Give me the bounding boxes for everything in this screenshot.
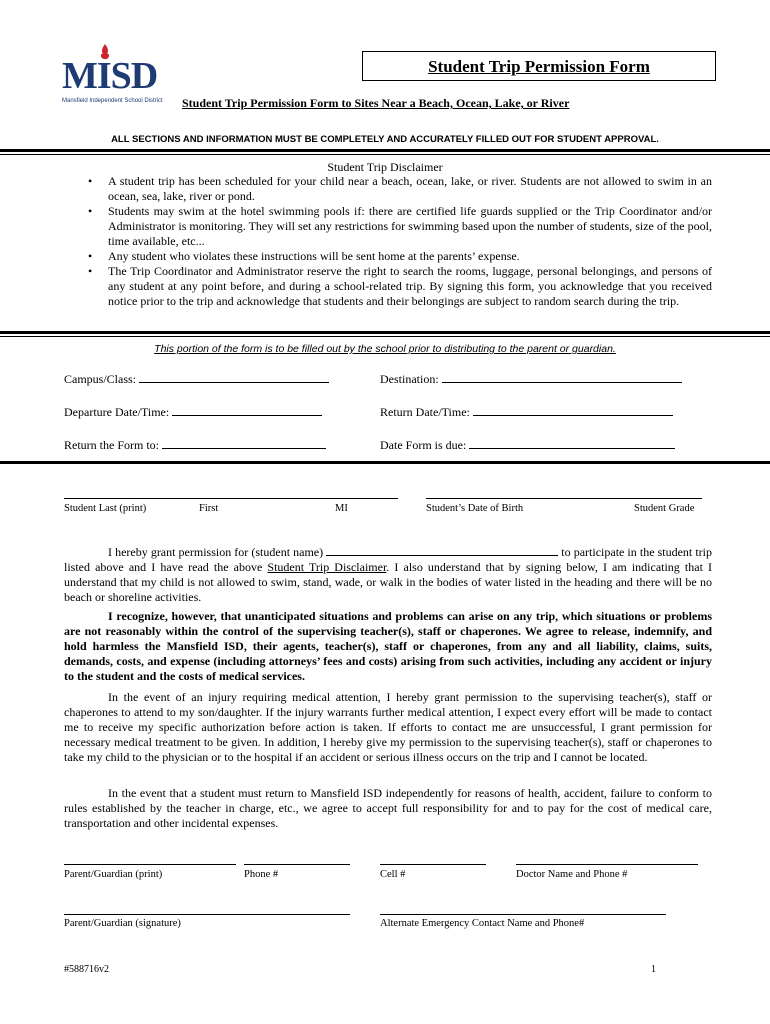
disclaimer-title: Student Trip Disclaimer bbox=[327, 160, 443, 174]
departure-field[interactable] bbox=[64, 403, 322, 420]
divider bbox=[0, 154, 770, 155]
misd-logo bbox=[62, 44, 163, 110]
list-item: • The Trip Coordinator and Administrator reserve the right to search the rooms, luggage, personal belongings, and persons of any student at any point before, and during a school-related trip. By signing this form, you acknowledge that you received notice prior to the trip and acknowledge that students and their belongings are subject to random search during the trip. bbox=[88, 264, 712, 308]
doctor-line[interactable] bbox=[516, 864, 698, 865]
return-date-field[interactable] bbox=[380, 403, 673, 420]
campus-class-line[interactable] bbox=[139, 370, 329, 383]
student-first-label: First bbox=[199, 503, 219, 514]
doctor-label: Doctor Name and Phone # bbox=[516, 869, 628, 880]
student-dob-grade-line[interactable] bbox=[426, 498, 702, 499]
return-form-label: Return the Form to: bbox=[64, 438, 159, 452]
phone-line[interactable] bbox=[244, 864, 350, 865]
form-subtitle: Student Trip Permission Form to Sites Near a Beach, Ocean, Lake, or River bbox=[182, 96, 570, 110]
student-grade-label: Student Grade bbox=[634, 503, 695, 514]
divider bbox=[0, 336, 770, 337]
student-dob-label: Student’s Date of Birth bbox=[426, 503, 524, 514]
student-name-blank[interactable] bbox=[326, 543, 558, 556]
permission-paragraph: I hereby grant permission for (student name) to participate in the student trip listed above and I have read the above Student Trip Disclaimer. I also understand that by signing below, I am indicating that I understand that my child is not allowed to swim, stand, wade, or walk in the bodies of water listed in the heading and there will be no beach or shoreline activities. bbox=[64, 545, 713, 604]
date-due-field[interactable] bbox=[380, 436, 675, 453]
return-form-field[interactable] bbox=[64, 436, 326, 453]
date-due-line[interactable] bbox=[469, 436, 675, 449]
return-date-label: Return Date/Time: bbox=[380, 405, 470, 419]
form-title: Student Trip Permission Form bbox=[362, 51, 716, 81]
departure-line[interactable] bbox=[172, 403, 322, 416]
return-date-line[interactable] bbox=[473, 403, 673, 416]
page-number: 1 bbox=[651, 964, 656, 975]
destination-line[interactable] bbox=[442, 370, 682, 383]
disclaimer-reference: Student Trip Disclaimer bbox=[267, 560, 387, 574]
student-last-label: Student Last (print) bbox=[64, 503, 147, 514]
date-due-label: Date Form is due: bbox=[380, 438, 467, 452]
departure-label: Departure Date/Time: bbox=[64, 405, 170, 419]
parent-signature-label: Parent/Guardian (signature) bbox=[64, 918, 181, 929]
phone-label: Phone # bbox=[244, 869, 279, 880]
alt-contact-line[interactable] bbox=[380, 914, 666, 915]
disclaimer-list bbox=[88, 174, 712, 309]
destination-field[interactable] bbox=[380, 370, 682, 387]
parent-signature-line[interactable] bbox=[64, 914, 350, 915]
cell-line[interactable] bbox=[380, 864, 486, 865]
student-mi-label: MI bbox=[335, 503, 348, 514]
parent-print-line[interactable] bbox=[64, 864, 236, 865]
cell-label: Cell # bbox=[380, 869, 406, 880]
logo-letters: MISD bbox=[62, 55, 158, 97]
document-id: #588716v2 bbox=[64, 964, 109, 975]
return-responsibility-paragraph: In the event that a student must return to Mansfield ISD independently for reasons of health, accident, failure to conform to rules established by the teacher in charge, etc., we agree to accept full responsibility for and to pay for the cost of medical care, transportation and other incidental expenses. bbox=[64, 786, 712, 830]
parent-print-label: Parent/Guardian (print) bbox=[64, 869, 163, 880]
divider bbox=[0, 331, 770, 334]
release-paragraph: I recognize, however, that unanticipated situations and problems can arise on any trip, which situations or problems are not reasonably within the control of the supervising teacher(s), staff or chaperones. We agree to release, indemnify, and hold harmless the Mansfield ISD, their agents, teacher(s), staff or chaperones, from any and all liability, claims, suits, demands, costs, and expense (including attorneys’ fees and costs) arising from such activities, including any accident or injury to the student and the costs of medical services. bbox=[64, 609, 712, 683]
alt-contact-label: Alternate Emergency Contact Name and Phone# bbox=[380, 918, 585, 929]
medical-paragraph: In the event of an injury requiring medical attention, I hereby grant permission to the supervising teacher(s), staff or chaperones to attend to my son/daughter. If the injury warrants further medical attention, I expect every effort will be made to contact me to receive my specific authorization before action is taken. If efforts to contact me are unsuccessful, I grant permission for necessary medical treatment to be given. In addition, I hereby give my permission to the supervising teacher(s), staff or chaperones to take my child to the physician or to the hospital if an accident or serious illness occurs on the trip and I cannot be located. bbox=[64, 690, 712, 764]
list-item: • Any student who violates these instructions will be sent home at the parents’ expense. bbox=[88, 249, 520, 263]
list-item: • A student trip has been scheduled for your child near a beach, ocean, lake, or river. Students are not allowed to swim in an ocean, sea, lake, river or pond. bbox=[88, 174, 712, 203]
list-item: • Students may swim at the hotel swimming pools if: there are certified life guards supplied or the Trip Coordinator and/or Administrator is monitoring. They will set any restrictions for swimming based upon the number of students, size of the pool, time available, etc... bbox=[88, 204, 712, 248]
divider bbox=[0, 461, 770, 464]
approval-notice: ALL SECTIONS AND INFORMATION MUST BE COMPLETELY AND ACCURATELY FILLED OUT FOR STUDENT APPROVAL. bbox=[111, 134, 659, 145]
logo-subtext: Mansfield Independent School District bbox=[62, 98, 163, 104]
campus-class-label: Campus/Class: bbox=[64, 372, 137, 386]
divider bbox=[0, 149, 770, 152]
return-form-line[interactable] bbox=[162, 436, 326, 449]
destination-label: Destination: bbox=[380, 372, 439, 386]
campus-class-field[interactable] bbox=[64, 370, 329, 387]
school-portion-note: This portion of the form is to be filled out by the school prior to distributing to the parent or guardian. bbox=[154, 343, 616, 355]
student-name-line[interactable] bbox=[64, 498, 398, 499]
